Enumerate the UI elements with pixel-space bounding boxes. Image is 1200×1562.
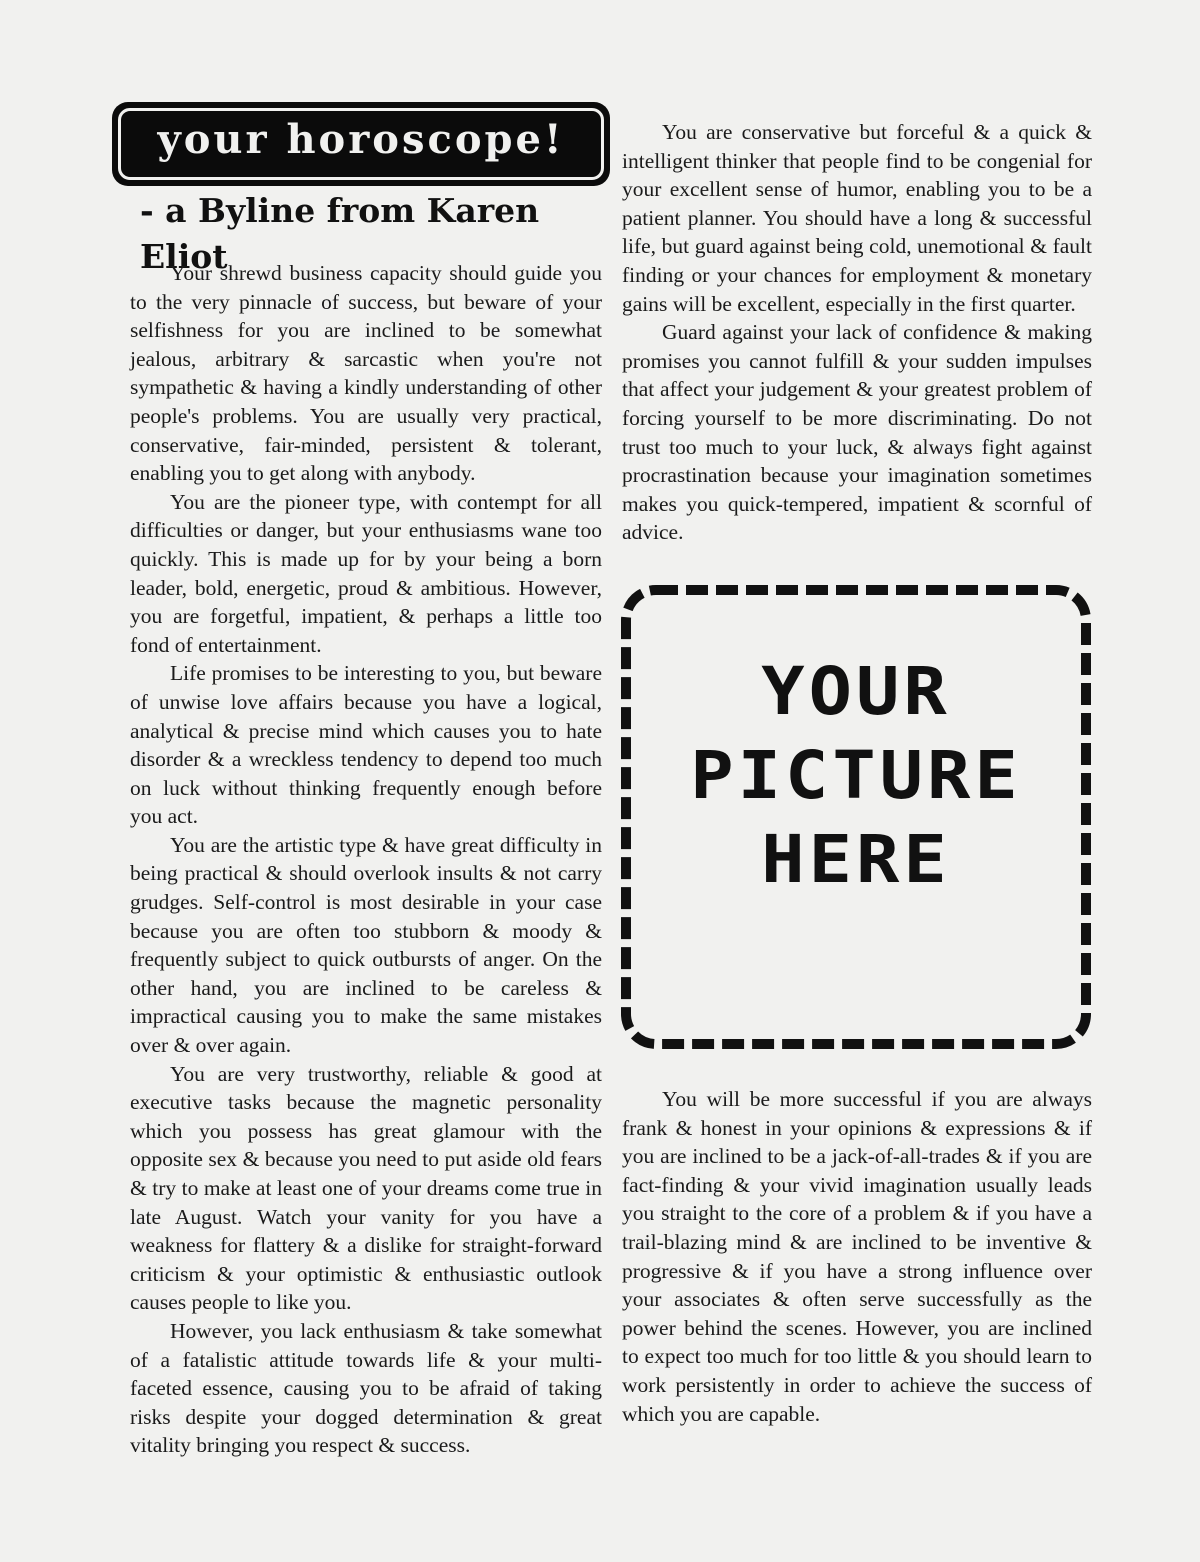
paragraph: However, you lack enthusiasm & take somewhat of a fatalistic attitude towards life & your multi-faceted essence, causing you to be afraid of taking risks despite your dogged determination & great vitality bringing you respect & success. bbox=[130, 1318, 602, 1458]
paragraph: You are very trustworthy, reliable & good at executive tasks because the magnetic personality which you possess has great glamour with the opposite sex & because you need to put aside old fears & try to make at least one of your dreams come true in late August. Watch your vanity for you have a weakness for flattery & a dislike for straight-forward criticism & your optimistic & enthusiastic outlook causes people to like you. bbox=[130, 1061, 602, 1315]
left-column bbox=[130, 259, 602, 1460]
byline: - a Byline from Karen Eliot bbox=[140, 191, 540, 276]
picture-placeholder-line: HERE bbox=[761, 820, 951, 898]
paragraph: You are conservative but forceful & a quick & intelligent thinker that people find to be congenial for your excellent sense of humor, enabling you to be a patient planner. You should have a long & successful life, but guard against being cold, unemotional & fault finding or your chances for employment & monetary gains will be excellent, especially in the first quarter. bbox=[622, 120, 1092, 316]
picture-placeholder bbox=[618, 582, 1094, 1052]
paragraph: You are the pioneer type, with contempt for all difficulties or danger, but your enthusiasms wane too quickly. This is made up for by your being a born leader, bold, energetic, proud & ambitious. However, you are forgetful, impatient, & perhaps a little too fond of entertainment. bbox=[130, 489, 602, 657]
title-banner bbox=[112, 102, 610, 186]
paragraph: Guard against your lack of confidence & making promises you cannot fulfill & your sudden impulses that affect your judgement & your greatest problem of forcing yourself to be more discriminating. Do not trust too much to your luck, & always fight against procrastination because your imagination sometimes makes you quick-tempered, impatient & scornful of advice. bbox=[622, 320, 1092, 545]
page-title: your horoscope! bbox=[157, 116, 565, 163]
right-column-bottom bbox=[622, 1085, 1092, 1428]
picture-placeholder-line: YOUR bbox=[761, 652, 951, 730]
paragraph: You are the artistic type & have great difficulty in being practical & should overlook insults & not carry grudges. Self-control is most desirable in your case because you are often too stubborn & moody & frequently subject to quick outbursts of anger. On the other hand, you are inclined to be careless & impractical causing you to make the same mistakes over & over again. bbox=[130, 832, 602, 1058]
right-column-top bbox=[622, 118, 1092, 547]
paragraph: You will be more successful if you are always frank & honest in your opinions & expressions & if you are inclined to be a jack-of-all-trades & if you are fact-finding & your vivid imagination usually leads you straight to the core of a problem & if you have a trail-blazing mind & are inclined to be inventive & progressive & if you have a strong influence over your associates & often serve successfully as the power behind the scenes. However, you are inclined to expect too much for too little & you should learn to work persistently in order to achieve the success of which you are capable. bbox=[622, 1087, 1092, 1426]
picture-placeholder-line: PICTURE bbox=[690, 736, 1022, 814]
paragraph: Life promises to be interesting to you, but beware of unwise love affairs because you have a logical, analytical & precise mind which causes you to hate disorder & a wreckless tendency to depend too much on luck without thinking frequently enough before you act. bbox=[130, 661, 602, 829]
paragraph: Your shrewd business capacity should guide you to the very pinnacle of success, but beware of your selfishness for you are inclined to be somewhat jealous, arbitrary & sarcastic when you're not sympathetic & having a kindly understanding of other people's problems. You are usually very practical, conservative, fair-minded, persistent & tolerant, enabling you to get along with anybody. bbox=[130, 261, 602, 486]
